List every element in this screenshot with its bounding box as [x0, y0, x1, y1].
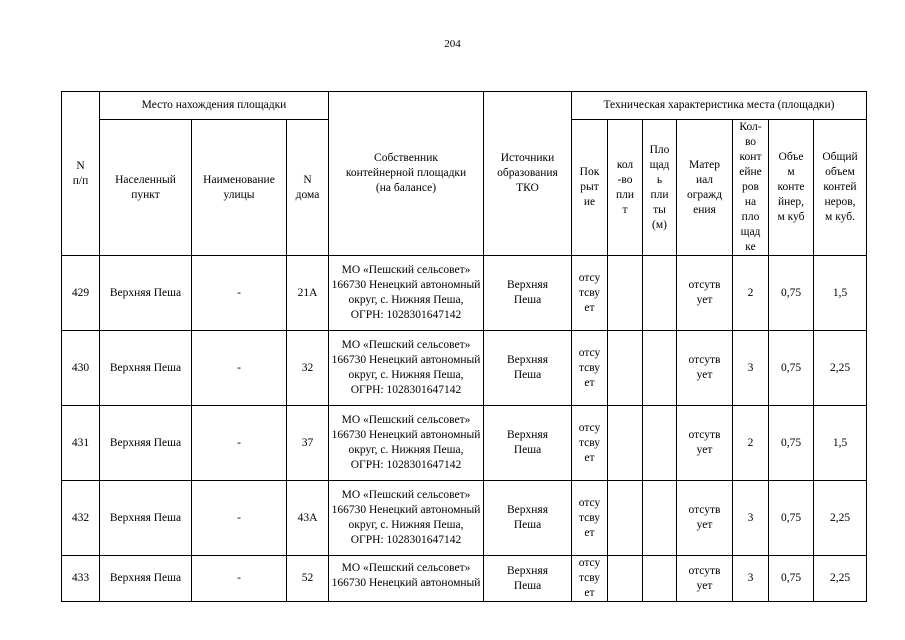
cell-plates-area — [643, 256, 677, 331]
cell-fence: отсутв ует — [677, 406, 733, 481]
cell-num: 432 — [62, 481, 100, 556]
header-containers-count: Кол- во конт ейне ров на пло щад ке — [733, 120, 769, 256]
header-fence-material: Матер иал огражд ения — [677, 120, 733, 256]
cell-street: - — [192, 406, 287, 481]
cell-owner — [329, 556, 484, 602]
cell-total: 2,25 — [814, 331, 867, 406]
owner-text: МО «Пешский сельсовет» 166730 Ненецкий автономный — [331, 562, 481, 589]
table-header — [62, 92, 867, 256]
cell-containers: 3 — [733, 556, 769, 602]
cell-street: - — [192, 481, 287, 556]
cell-plates-count — [608, 481, 643, 556]
header-total-volume: Общий объем контей неров, м куб. — [814, 120, 867, 256]
cell-plates-area — [643, 406, 677, 481]
header-settlement: Населенный пункт — [100, 120, 192, 256]
cell-house: 37 — [287, 406, 329, 481]
table-body — [62, 256, 867, 602]
table-row — [62, 481, 867, 556]
cell-house: 21А — [287, 256, 329, 331]
cell-plates-area — [643, 556, 677, 602]
cell-plates-area — [643, 331, 677, 406]
header-owner: Собственник контейнерной площадки (на балансе) — [329, 92, 484, 256]
cell-street: - — [192, 331, 287, 406]
cell-house: 43А — [287, 481, 329, 556]
header-plates-count: кол -во пли т — [608, 120, 643, 256]
cell-containers: 2 — [733, 406, 769, 481]
cell-fence: отсутв ует — [677, 556, 733, 602]
cell-owner: МО «Пешский сельсовет» 166730 Ненецкий автономный округ, с. Нижняя Пеша, ОГРН: 1028301647142 — [329, 331, 484, 406]
cell-street: - — [192, 556, 287, 602]
cell-settlement: Верхняя Пеша — [100, 331, 192, 406]
cell-volume: 0,75 — [769, 556, 814, 602]
header-sources: Источники образования ТКО — [484, 92, 572, 256]
header-num: N п/п — [62, 92, 100, 256]
cell-fence: отсутв ует — [677, 331, 733, 406]
header-coating: Пок рыт ие — [572, 120, 608, 256]
cell-volume: 0,75 — [769, 331, 814, 406]
cell-coating: отсу тсву ет — [572, 406, 608, 481]
header-container-volume: Объе м конте йнер, м куб — [769, 120, 814, 256]
cell-plates-count — [608, 256, 643, 331]
cell-owner: МО «Пешский сельсовет» 166730 Ненецкий автономный округ, с. Нижняя Пеша, ОГРН: 1028301647142 — [329, 256, 484, 331]
page-number: 204 — [444, 38, 461, 50]
cell-owner: МО «Пешский сельсовет» 166730 Ненецкий автономный округ, с. Нижняя Пеша, ОГРН: 1028301647142 — [329, 481, 484, 556]
header-street: Наименование улицы — [192, 120, 287, 256]
cell-coating: отсу тсву ет — [572, 481, 608, 556]
table-row — [62, 556, 867, 602]
container-sites-table — [61, 91, 867, 602]
cell-sources: Верхняя Пеша — [484, 256, 572, 331]
cell-house: 52 — [287, 556, 329, 602]
cell-plates-count — [608, 331, 643, 406]
header-tech-group: Техническая характеристика места (площадки) — [572, 92, 867, 120]
cell-settlement: Верхняя Пеша — [100, 256, 192, 331]
cell-containers: 3 — [733, 331, 769, 406]
cell-street: - — [192, 256, 287, 331]
cell-sources: Верхняя Пеша — [484, 406, 572, 481]
cell-plates-count — [608, 556, 643, 602]
header-location-group: Место нахождения площадки — [100, 92, 329, 120]
cell-coating: отсу тсву ет — [572, 556, 608, 602]
cell-settlement: Верхняя Пеша — [100, 556, 192, 602]
cell-volume: 0,75 — [769, 406, 814, 481]
cell-sources: Верхняя Пеша — [484, 481, 572, 556]
cell-fence: отсутв ует — [677, 256, 733, 331]
cell-total: 2,25 — [814, 556, 867, 602]
cell-house: 32 — [287, 331, 329, 406]
cell-total: 1,5 — [814, 256, 867, 331]
cell-owner: МО «Пешский сельсовет» 166730 Ненецкий автономный округ, с. Нижняя Пеша, ОГРН: 1028301647142 — [329, 406, 484, 481]
cell-num: 431 — [62, 406, 100, 481]
cell-containers: 3 — [733, 481, 769, 556]
cell-containers: 2 — [733, 256, 769, 331]
cell-plates-count — [608, 406, 643, 481]
cell-sources: Верхняя Пеша — [484, 331, 572, 406]
header-house: N дома — [287, 120, 329, 256]
cell-plates-area — [643, 481, 677, 556]
cell-sources: Верхняя Пеша — [484, 556, 572, 602]
table-row — [62, 331, 867, 406]
table-row — [62, 256, 867, 331]
cell-num: 430 — [62, 331, 100, 406]
cell-num: 429 — [62, 256, 100, 331]
cell-total: 2,25 — [814, 481, 867, 556]
cell-volume: 0,75 — [769, 256, 814, 331]
cell-volume: 0,75 — [769, 481, 814, 556]
cell-coating: отсу тсву ет — [572, 256, 608, 331]
table-row — [62, 406, 867, 481]
cell-num: 433 — [62, 556, 100, 602]
cell-settlement: Верхняя Пеша — [100, 481, 192, 556]
cell-fence: отсутв ует — [677, 481, 733, 556]
cell-total: 1,5 — [814, 406, 867, 481]
cell-settlement: Верхняя Пеша — [100, 406, 192, 481]
cell-coating: отсу тсву ет — [572, 331, 608, 406]
header-plates-area: Пло щад ь пли ты (м) — [643, 120, 677, 256]
